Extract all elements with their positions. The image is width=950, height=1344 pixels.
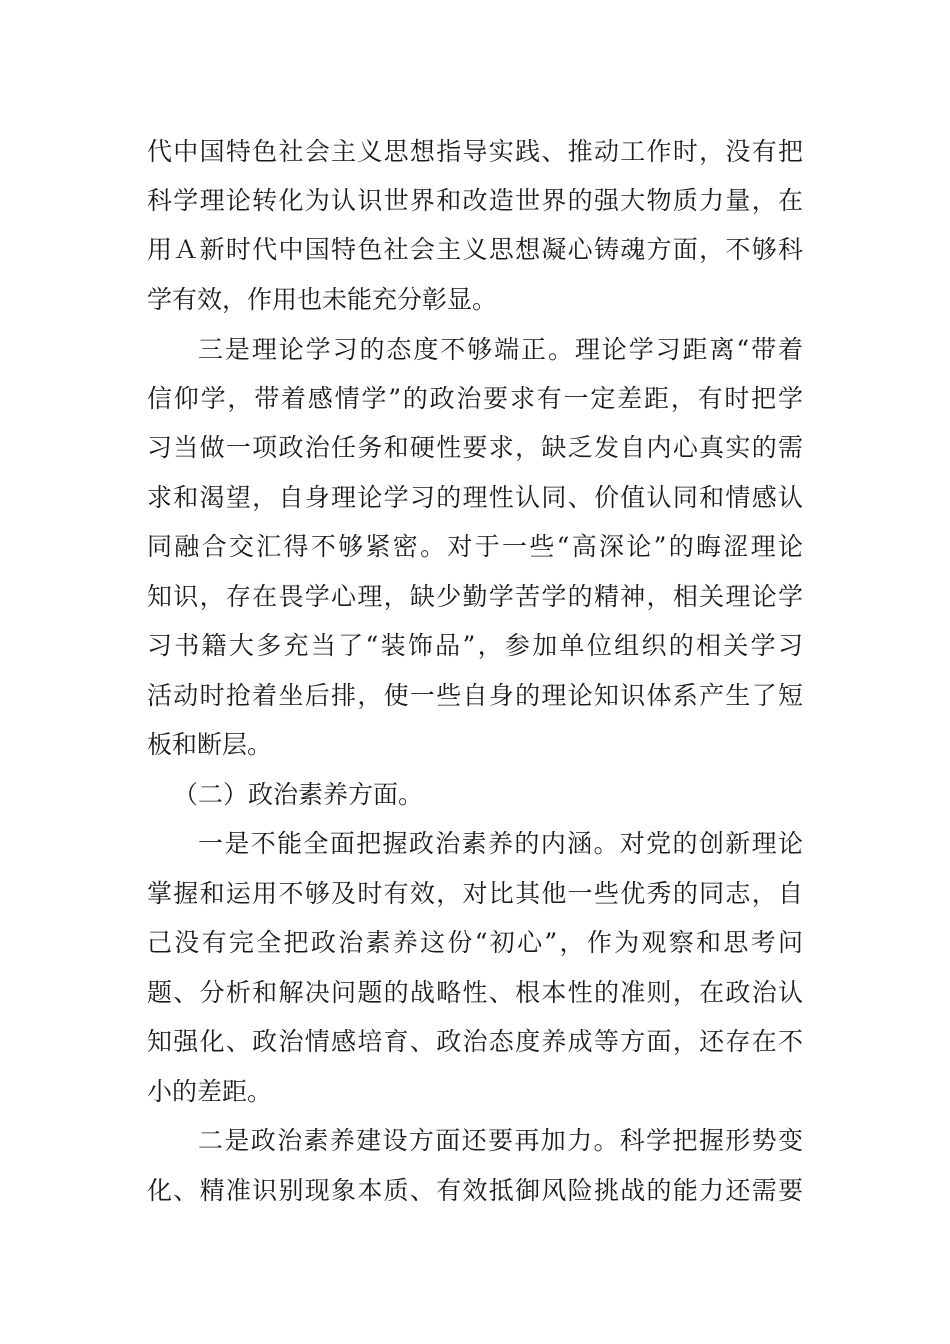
text-line: 代中国特色社会主义思想指导实践、推动工作时，没有把 — [147, 137, 803, 166]
section-heading: （二）政治素养方面。 — [173, 780, 424, 809]
paragraph-first-line: 三是理论学习的态度不够端正。理论学习距离“带着 — [198, 335, 803, 364]
text-line: 掌握和运用不够及时有效，对比其他一些优秀的同志，自 — [147, 879, 803, 908]
text-line: 用Ａ新时代中国特色社会主义思想凝心铸魂方面，不够科 — [147, 235, 803, 264]
paragraph-first-line: 二是政治素养建设方面还要再加力。科学把握形势变 — [198, 1126, 803, 1155]
text-line: 己没有完全把政治素养这份“初心”，作为观察和思考问 — [147, 928, 803, 957]
text-line: 科学理论转化为认识世界和改造世界的强大物质力量，在 — [147, 186, 803, 215]
text-line: 板和断层。 — [147, 730, 273, 759]
text-line: 信仰学，带着感情学”的政治要求有一定差距，有时把学 — [147, 384, 803, 413]
paragraph-first-line: 一是不能全面把握政治素养的内涵。对党的创新理论 — [198, 829, 803, 858]
text-line: 小的差距。 — [147, 1077, 273, 1106]
text-line: 学有效，作用也未能充分彰显。 — [147, 285, 498, 314]
text-line: 习书籍大多充当了“装饰品”，参加单位组织的相关学习 — [147, 631, 803, 660]
text-line: 同融合交汇得不够紧密。对于一些“高深论”的晦涩理论 — [147, 532, 803, 561]
text-line: 习当做一项政治任务和硬性要求，缺乏发自内心真实的需 — [147, 433, 803, 462]
text-line: 知识，存在畏学心理，缺少勤学苦学的精神，相关理论学 — [147, 582, 803, 611]
text-line: 题、分析和解决问题的战略性、根本性的准则，在政治认 — [147, 978, 803, 1007]
text-line: 求和渴望，自身理论学习的理性认同、价值认同和情感认 — [147, 483, 803, 512]
text-line: 知强化、政治情感培育、政治态度养成等方面，还存在不 — [147, 1027, 803, 1056]
text-line: 活动时抢着坐后排，使一些自身的理论知识体系产生了短 — [147, 681, 803, 710]
text-line: 化、精准识别现象本质、有效抵御风险挑战的能力还需要 — [147, 1176, 803, 1205]
